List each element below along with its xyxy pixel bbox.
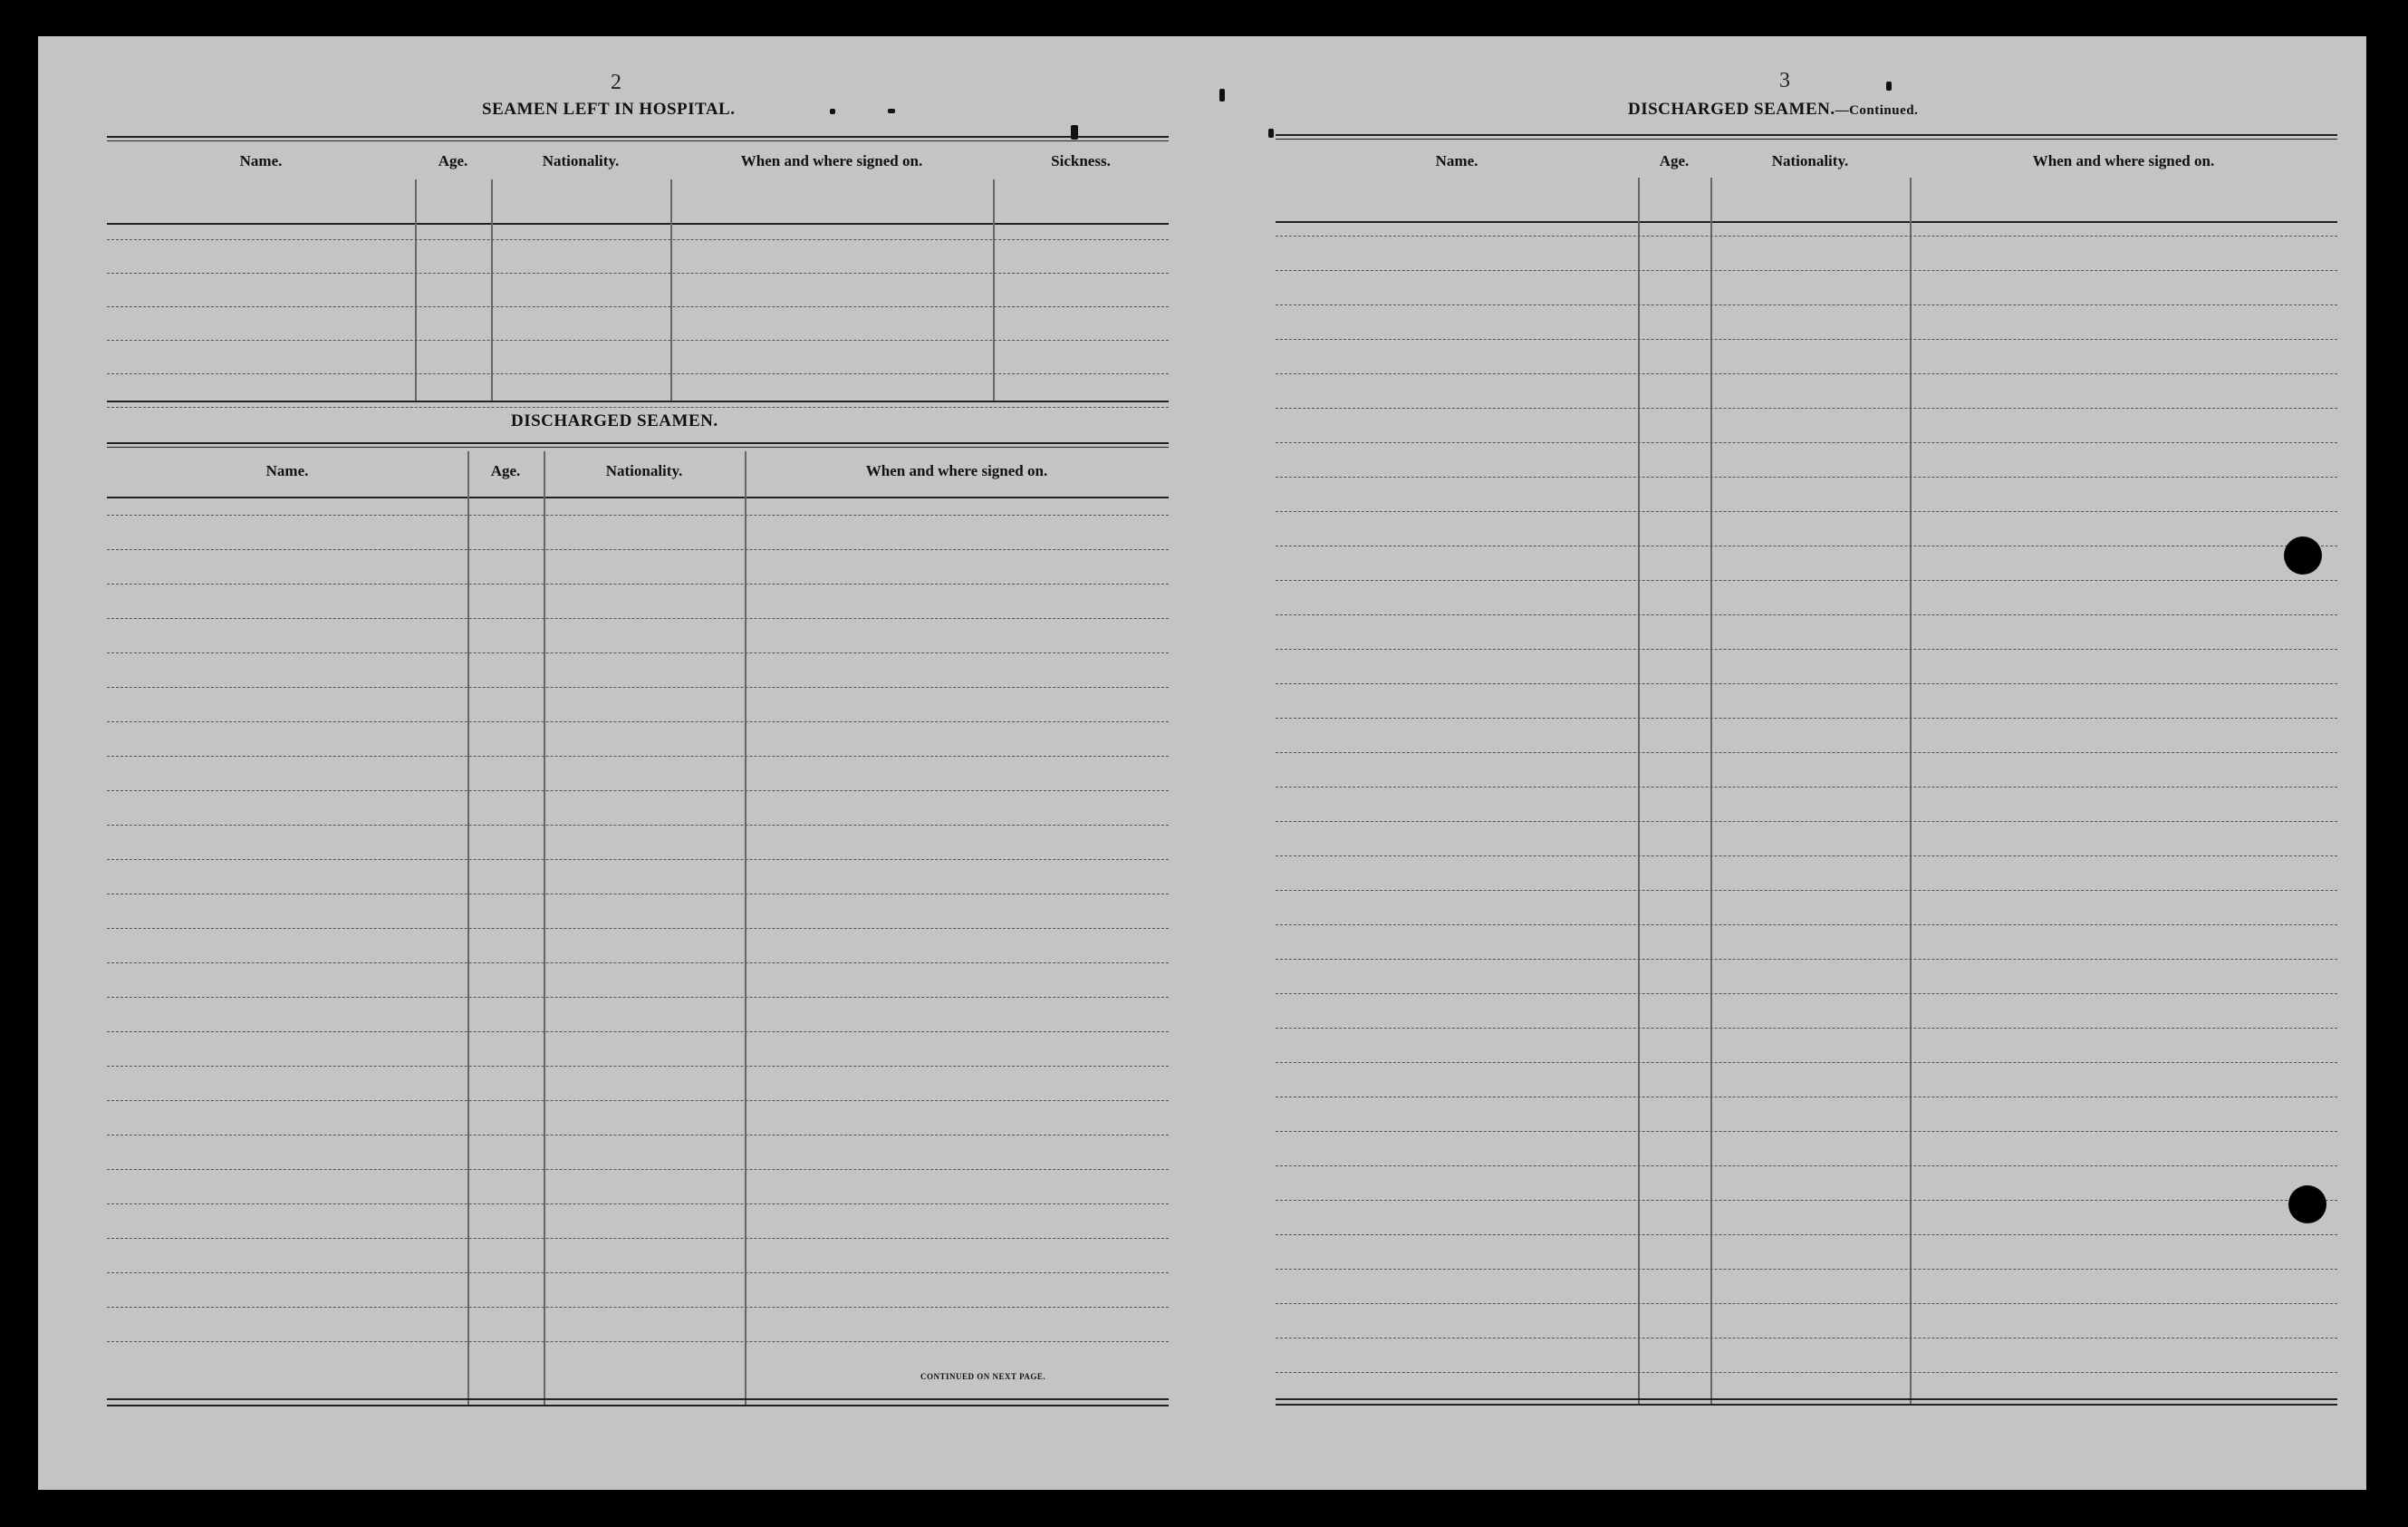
ink-speck <box>888 109 895 113</box>
discharged-right-ruled-row <box>1276 477 2337 478</box>
discharged-left-header-rule <box>107 497 1169 498</box>
discharged-left-bottom-rule <box>107 1398 1169 1400</box>
discharged-right-ruled-row <box>1276 511 2337 512</box>
hospital-table-top-rule <box>107 136 1169 138</box>
discharged-right-ruled-row <box>1276 649 2337 650</box>
hospital-col-nationality: Nationality. <box>542 152 620 169</box>
discharged-right-ruled-row <box>1276 1234 2337 1235</box>
discharged-right-ruled-row <box>1276 890 2337 891</box>
discharged-left-ruled-row <box>107 549 1169 550</box>
discharged-right-ruled-row <box>1276 1338 2337 1339</box>
discharged-table-right <box>1276 134 2337 1412</box>
discharged-right-ruled-row <box>1276 1269 2337 1270</box>
hospital-table <box>107 136 1169 408</box>
discharged-left-col-nationality: Nationality. <box>605 462 683 479</box>
discharged-left-ruled-row <box>107 928 1169 929</box>
discharged-left-ruled-row <box>107 1203 1169 1204</box>
discharged-right-ruled-row <box>1276 855 2337 856</box>
discharged-right-divider-1 <box>1638 178 1640 1405</box>
discharged-left-ruled-row <box>107 1341 1169 1342</box>
hospital-divider-4 <box>993 179 995 401</box>
discharged-left-ruled-row <box>107 721 1169 722</box>
hospital-ruled-row <box>107 373 1169 374</box>
discharged-right-ruled-row <box>1276 1131 2337 1132</box>
discharged-left-ruled-row <box>107 790 1169 791</box>
discharged-right-col-signed-on: When and where signed on. <box>2032 152 2215 169</box>
right-page-number: 3 <box>1779 69 1790 92</box>
discharged-left-ruled-row <box>107 756 1169 757</box>
hospital-ruled-row <box>107 239 1169 240</box>
discharged-left-col-age: Age. <box>490 462 521 479</box>
discharged-left-ruled-row <box>107 1100 1169 1101</box>
discharged-left-col-name: Name. <box>265 462 309 479</box>
discharged-right-ruled-row <box>1276 442 2337 443</box>
hospital-col-age: Age. <box>438 152 468 169</box>
discharged-continued-title <box>1628 100 1918 120</box>
discharged-left-bottom-rule-2 <box>107 1405 1169 1406</box>
discharged-table-left <box>107 442 1169 1412</box>
discharged-right-ruled-row <box>1276 373 2337 374</box>
hospital-col-sickness: Sickness. <box>1051 152 1111 169</box>
hospital-ruled-row <box>107 340 1169 341</box>
discharged-right-ruled-row <box>1276 339 2337 340</box>
discharged-right-col-name: Name. <box>1435 152 1479 169</box>
discharged-left-divider-1 <box>467 451 469 1406</box>
left-page-number: 2 <box>611 71 621 94</box>
discharged-left-ruled-row <box>107 584 1169 585</box>
discharged-right-header-rule <box>1276 221 2337 223</box>
discharged-right-col-nationality: Nationality. <box>1771 152 1849 169</box>
discharged-left-ruled-row <box>107 825 1169 826</box>
discharged-right-ruled-row <box>1276 236 2337 237</box>
discharged-section-title: DISCHARGED SEAMEN. <box>511 411 718 430</box>
discharged-right-ruled-row <box>1276 1062 2337 1063</box>
discharged-left-ruled-row <box>107 859 1169 860</box>
discharged-left-ruled-row <box>107 618 1169 619</box>
discharged-left-ruled-row <box>107 997 1169 998</box>
discharged-continued-title-suffix: —Continued. <box>1835 103 1919 118</box>
discharged-continued-title-main: DISCHARGED SEAMEN. <box>1628 100 1835 119</box>
discharged-right-ruled-row <box>1276 1165 2337 1166</box>
discharged-right-ruled-row <box>1276 787 2337 788</box>
discharged-right-top-rule <box>1276 134 2337 136</box>
hospital-table-bottom-rule <box>107 401 1169 402</box>
discharged-left-ruled-row <box>107 652 1169 653</box>
ink-speck <box>1268 129 1274 138</box>
hospital-ruled-row <box>107 407 1169 408</box>
discharged-right-bottom-rule-2 <box>1276 1404 2337 1406</box>
discharged-right-bottom-rule <box>1276 1398 2337 1400</box>
discharged-left-ruled-row <box>107 1135 1169 1136</box>
discharged-right-ruled-row <box>1276 1200 2337 1201</box>
hospital-col-signed-on: When and where signed on. <box>740 152 923 169</box>
document-sheet <box>38 36 2366 1490</box>
hospital-col-name: Name. <box>239 152 283 169</box>
discharged-right-ruled-row <box>1276 993 2337 994</box>
ink-speck <box>1219 89 1225 101</box>
discharged-left-divider-3 <box>745 451 746 1406</box>
discharged-right-top-rule-2 <box>1276 139 2337 140</box>
continued-footer: CONTINUED ON NEXT PAGE. <box>920 1372 1046 1381</box>
discharged-left-ruled-row <box>107 1066 1169 1067</box>
hospital-divider-3 <box>670 179 672 401</box>
discharged-right-ruled-row <box>1276 1372 2337 1373</box>
discharged-right-ruled-row <box>1276 821 2337 822</box>
discharged-left-top-rule-2 <box>107 447 1169 448</box>
discharged-right-ruled-row <box>1276 614 2337 615</box>
discharged-right-divider-3 <box>1910 178 1912 1405</box>
discharged-left-col-signed-on: When and where signed on. <box>865 462 1048 479</box>
discharged-right-ruled-row <box>1276 683 2337 684</box>
discharged-left-top-rule <box>107 442 1169 444</box>
discharged-right-ruled-row <box>1276 1303 2337 1304</box>
discharged-left-ruled-row <box>107 515 1169 516</box>
discharged-left-ruled-row <box>107 962 1169 963</box>
discharged-right-ruled-row <box>1276 408 2337 409</box>
discharged-left-ruled-row <box>107 1169 1169 1170</box>
hospital-ruled-row <box>107 306 1169 307</box>
discharged-left-ruled-row <box>107 1238 1169 1239</box>
hospital-divider-1 <box>415 179 417 401</box>
hospital-header-rule <box>107 223 1169 225</box>
punch-hole-lower <box>2288 1185 2326 1223</box>
discharged-right-divider-2 <box>1710 178 1712 1405</box>
discharged-right-ruled-row <box>1276 1028 2337 1029</box>
discharged-right-ruled-row <box>1276 304 2337 305</box>
ink-speck <box>1071 125 1078 140</box>
discharged-left-ruled-row <box>107 687 1169 688</box>
hospital-table-top-rule-2 <box>107 140 1169 141</box>
discharged-right-ruled-row <box>1276 752 2337 753</box>
discharged-right-ruled-row <box>1276 959 2337 960</box>
hospital-divider-2 <box>491 179 493 401</box>
discharged-right-ruled-row <box>1276 718 2337 719</box>
ink-speck <box>1886 82 1892 91</box>
discharged-left-ruled-row <box>107 1307 1169 1308</box>
discharged-right-ruled-row <box>1276 924 2337 925</box>
ink-speck <box>830 109 835 114</box>
discharged-left-ruled-row <box>107 1031 1169 1032</box>
hospital-ruled-row <box>107 273 1169 274</box>
discharged-right-ruled-row <box>1276 580 2337 581</box>
discharged-right-col-age: Age. <box>1659 152 1690 169</box>
punch-hole-upper <box>2284 536 2322 575</box>
discharged-left-divider-2 <box>544 451 545 1406</box>
discharged-left-ruled-row <box>107 1272 1169 1273</box>
discharged-right-ruled-row <box>1276 270 2337 271</box>
hospital-section-title: SEAMEN LEFT IN HOSPITAL. <box>482 100 736 119</box>
